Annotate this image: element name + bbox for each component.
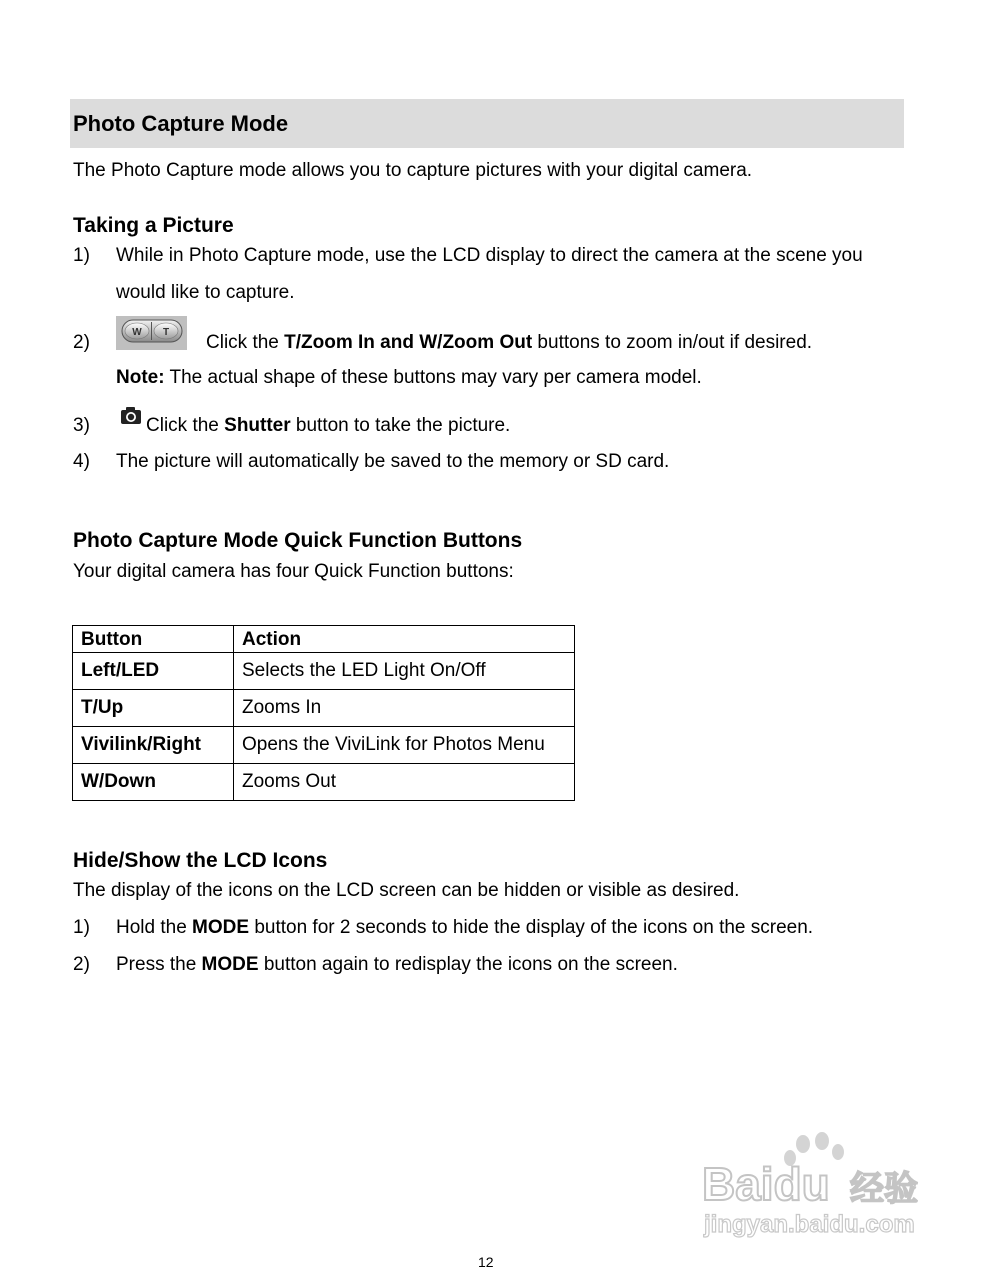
step-number: 2) [73,954,90,975]
table-row [73,727,575,764]
step-number: 2) [73,332,90,353]
column-header: Button [73,626,234,653]
action-cell: Selects the LED Light On/Off [234,653,575,690]
step-text: Click the T/Zoom In and W/Zoom Out buttons to zoom in/out if desired. [206,332,813,353]
step-text: Hold the MODE button for 2 seconds to hide the display of the icons on the screen. [116,917,814,938]
hide-show-intro: The display of the icons on the LCD screen can be hidden or visible as desired. [73,880,740,901]
zoom-w-label: W [132,327,142,338]
zoom-buttons-icon [116,316,187,350]
note-text: Note: The actual shape of these buttons may vary per camera model. [116,367,702,388]
table-row [73,653,575,690]
button-cell: Left/LED [73,653,234,690]
table-row [73,690,575,727]
column-header: Action [234,626,575,653]
table-row [73,764,575,801]
table-header-row [73,626,575,653]
step-text: Press the MODE button again to redisplay the icons on the screen. [116,954,678,975]
camera-shutter-icon [120,406,142,426]
step-text-continued: would like to capture. [116,282,295,303]
hide-show-heading: Hide/Show the LCD Icons [73,849,328,872]
intro-text: The Photo Capture mode allows you to capture pictures with your digital camera. [73,160,753,181]
section-title: Photo Capture Mode [73,111,289,136]
taking-picture-heading: Taking a Picture [73,214,234,237]
step-number: 1) [73,917,90,938]
quick-functions-table [72,625,575,801]
button-cell: T/Up [73,690,234,727]
step-text: While in Photo Capture mode, use the LCD display to direct the camera at the scene you [116,245,863,266]
quick-functions-intro: Your digital camera has four Quick Function buttons: [73,561,514,582]
step-number: 4) [73,451,90,472]
quick-functions-heading: Photo Capture Mode Quick Function Buttons [73,529,523,552]
button-cell: W/Down [73,764,234,801]
watermark-brand-cn: 经验 [850,1169,918,1209]
action-cell: Zooms Out [234,764,575,801]
action-cell: Opens the ViviLink for Photos Menu [234,727,575,764]
baidu-watermark [700,1128,936,1248]
watermark-brand: Baidu [702,1158,830,1210]
step-text: Click the Shutter button to take the picture. [146,415,511,436]
step-text: The picture will automatically be saved to the memory or SD card. [116,451,670,472]
watermark-url: jingyan.baidu.com [704,1211,915,1238]
page-number: 12 [478,1254,494,1270]
step-number: 1) [73,245,90,266]
button-cell: Vivilink/Right [73,727,234,764]
section-banner [70,99,904,148]
zoom-t-label: T [162,327,170,338]
action-cell: Zooms In [234,690,575,727]
step-number: 3) [73,415,90,436]
